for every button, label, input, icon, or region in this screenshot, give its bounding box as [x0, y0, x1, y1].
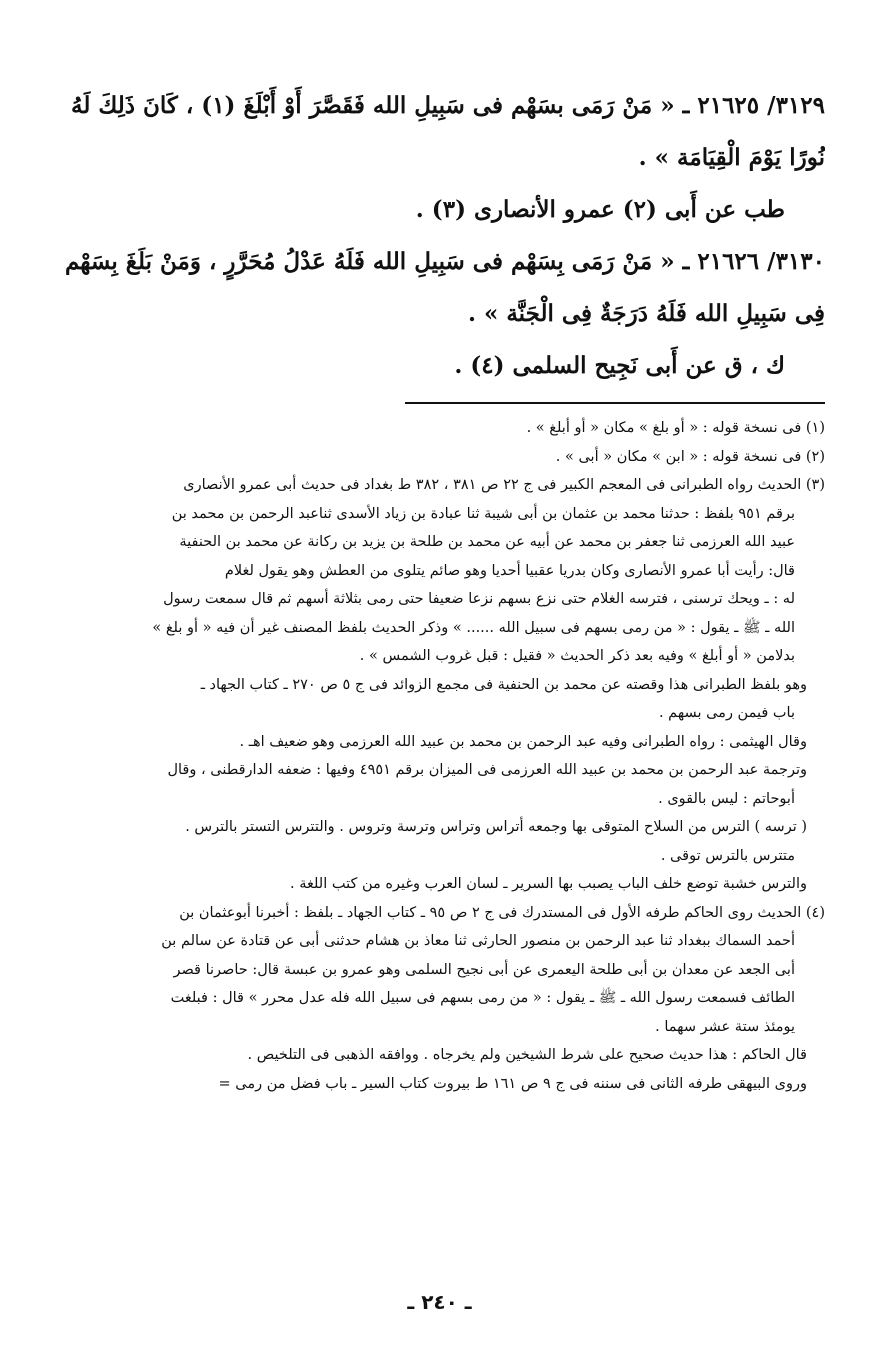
hadith-3130-line-2: فِى سَبِيلِ الله فَلَهُ دَرَجَةٌ فِى الْجَنَّة » . [467, 300, 825, 327]
footnote-3-line: له : ـ ويحك ترسنى ، فترسه الغلام حتى نزع بسهم نزعا ضعيفا حتى رمى بثلاثة أسهم ثم قال سمعت رسول [163, 591, 795, 607]
hadith-3130-source: ك ، ق عن أَبى نَجِيح السلمى (٤) . [454, 352, 785, 379]
footnote-3-line: ( ترسه ) الترس من السلاح المتوقى بها وجمعه أتراس وتراس وترسة وتروس . والتترس التستر بالترس . [185, 819, 807, 835]
footnote-3-line: متترس بالترس توقى . [660, 847, 795, 864]
footnote-3-line: باب فيمن رمى بسهم . [658, 705, 795, 721]
page-content [40, 80, 825, 1098]
footnote-4-line: وروى البيهقى طرفه الثانى فى سننه فى ج ٩ ص ١٦١ ط بيروت كتاب السير ـ باب فضل من رمى = [218, 1075, 807, 1092]
footnote-2: (٢) فى نسخة قوله : « ابن » مكان « أبى » . [555, 448, 825, 465]
footnote-3-line: والترس خشبة توضع خلف الباب يصبب بها السرير ـ لسان العرب وغيره من كتب اللغة . [290, 876, 807, 892]
footnote-3-line: وقال الهيثمى : رواه الطبرانى وفيه عبد الرحمن بن محمد بن عبيد الله العرزمى وهو ضعيف اهـ . [239, 733, 807, 750]
footnote-3-line: عبيد الله العرزمى ثنا جعفر بن محمد عن أبيه عن محمد بن طلحة بن يزيد بن ركانة عن محمد بن الحنفية [179, 534, 795, 550]
footnote-4-line: أبى الجعد عن معدان بن أبى طلحة اليعمرى عن أبى نجيح السلمى وهو عمرو بن عبسة قال: حاصرنا قصر [173, 961, 795, 978]
page-number: ـ ٢٤٠ ـ [407, 1290, 472, 1314]
footnote-4-line: يومئذ ستة عشر سهما . [655, 1018, 795, 1035]
footnote-3-line: برقم ٩٥١ بلفظ : حدثنا محمد بن عثمان بن أبى شيبة ثنا عبادة بن زياد الأسدى ثناعبد الرحمن بن محمد بن [171, 505, 795, 522]
hadith-3130-line-1: ٣١٣٠/ ٢١٦٢٦ ـ « مَنْ رَمَى بِسَهْم فى سَبِيلِ الله فَلَهُ عَدْلُ مُحَرَّرٍ ، وَمَنْ بَلَغَ بِسَهْم [64, 248, 825, 275]
footnote-4: (٤) الحديث روى الحاكم طرفه الأول فى المستدرك فى ج ٢ ص ٩٥ ـ كتاب الجهاد ـ بلفظ : أخبرنا أبوعثمان بن [179, 904, 825, 921]
footnote-3: (٣) الحديث رواه الطبرانى فى المعجم الكبير فى ج ٢٢ ص ٣٨١ ، ٣٨٢ ط بغداد فى حديث أبى عمرو الأنصارى [183, 477, 825, 493]
hadith-text [40, 80, 825, 392]
footnote-3-line: الله ـ ﷺ ـ يقول : « من رمى بسهم فى سبيل الله ...... » وذكر الحديث بلفظ المصنف غير أن فيه « أو بلغ » [152, 619, 795, 636]
footnote-4-line: قال الحاكم : هذا حديث صحيح على شرط الشيخين ولم يخرجاه . ووافقه الذهبى فى التلخيص . [247, 1047, 807, 1063]
footnote-3-line: أبوحاتم : ليس بالقوى . [658, 790, 795, 807]
hadith-3129-line-1: ٣١٢٩/ ٢١٦٢٥ ـ « مَنْ رَمَى بسَهْم فى سَبِيلِ الله فَقَصَّرَ أَوْ أَبْلَغَ (١) ، كَانَ ذَلِكَ لَهُ [71, 92, 825, 119]
footnote-4-line: أحمد السماك ببغداد ثنا عبد الرحمن بن منصور الحارثى ثنا معاذ بن هشام حدثنى أبى عن قتادة عن سالم بن [161, 933, 795, 949]
hadith-3129-source: طب عن أَبى (٢) عمرو الأنصارى (٣) . [415, 196, 785, 223]
footnote-4-line: الطائف فسمعت رسول الله ـ ﷺ ـ يقول : « من رمى بسهم فى سبيل الله فله عدل محرر » قال : فبلغت [170, 990, 795, 1006]
footnote-separator [405, 402, 825, 404]
hadith-3129-line-2: نُورًا يَوْمَ الْقِيَامَة » . [638, 144, 825, 171]
footnote-3-line: بدلامن « أو أبلغ » وفيه بعد ذكر الحديث « فقيل : قبل غروب الشمس » . [359, 648, 795, 664]
footnote-1: (١) فى نسخة قوله : « أو بلغ » مكان « أو أبلغ » . [526, 420, 825, 436]
footnotes [40, 414, 825, 1098]
footnote-3-line: قال: رأيت أبا عمرو الأنصارى وكان بدريا عقبيا أحديا وهو صائم يتلوى من العطش وهو يقول لغلام [224, 562, 795, 579]
footnote-3-line: وترجمة عبد الرحمن بن محمد بن عبيد الله العرزمى فى الميزان برقم ٤٩٥١ وفيها : ضعفه الدارقطنى ، وقال [167, 762, 807, 778]
footnote-3-line: وهو بلفظ الطبرانى هذا وقصته عن محمد بن الحنفية فى مجمع الزوائد فى ج ٥ ص ٢٧٠ ـ كتاب الجهاد ـ [200, 676, 807, 693]
